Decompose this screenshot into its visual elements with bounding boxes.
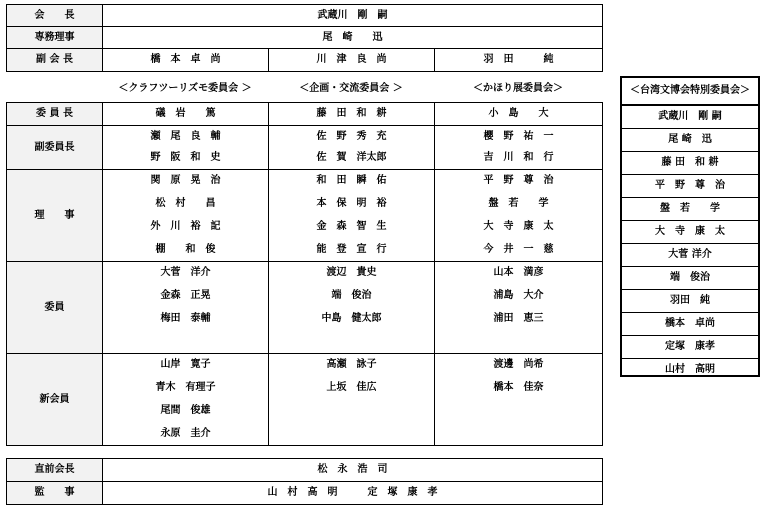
- member-name: 浦島 大介: [435, 285, 603, 308]
- vice-chair-name: 瀬 尾 良 輔: [103, 126, 269, 148]
- director-name: 外 川 裕 記: [103, 216, 269, 239]
- taiwan-committee-header: ＜台湾文博会特別委員会＞: [622, 78, 758, 105]
- taiwan-member-name: 尾 崎 迅: [622, 129, 758, 152]
- vice-chair-name: 吉 川 和 行: [435, 148, 603, 170]
- taiwan-member-name: 定塚 康孝: [622, 336, 758, 359]
- director-name: 大 寺 康 太: [435, 216, 603, 239]
- director-name: 和 田 瞬 佑: [269, 170, 435, 193]
- new-member-name: [269, 423, 435, 446]
- auditor-names: 山 村 高 明 定 塚 康 孝: [103, 482, 603, 505]
- former-chairman-name: 松 永 浩 司: [103, 459, 603, 482]
- director-name: 本 保 明 裕: [269, 193, 435, 216]
- director-name: 今 井 一 慈: [435, 239, 603, 262]
- taiwan-committee-box: [620, 76, 760, 377]
- director-name: 棚 和 俊: [103, 239, 269, 262]
- members-label: 委員: [7, 262, 103, 354]
- member-name: [435, 331, 603, 354]
- member-name: 大菅 洋介: [103, 262, 269, 285]
- taiwan-member-name: 武蔵川 剛 嗣: [622, 106, 758, 129]
- member-name: [269, 331, 435, 354]
- member-name: [103, 331, 269, 354]
- chair-name: 藤 田 和 耕: [269, 103, 435, 126]
- vice-chairs-label: 副委員長: [7, 126, 103, 170]
- director-name: 関 原 晃 治: [103, 170, 269, 193]
- new-member-name: [435, 400, 603, 423]
- member-name: 端 俊治: [269, 285, 435, 308]
- chairman-name: 武蔵川 剛 嗣: [103, 5, 603, 27]
- new-member-name: 高瀬 詠子: [269, 354, 435, 377]
- committee-header-kahori: ＜かほり展委員会＞: [473, 83, 563, 94]
- taiwan-member-name: 藤 田 和 耕: [622, 152, 758, 175]
- committee-header-planning: ＜企画・交流委員会 ＞: [299, 83, 403, 94]
- member-name: 中島 健太郎: [269, 308, 435, 331]
- vice-chair-name: 佐 賀 洋太郎: [269, 148, 435, 170]
- director-name: 能 登 宣 行: [269, 239, 435, 262]
- taiwan-member-name: 端 俊治: [622, 267, 758, 290]
- member-name: 浦田 恵三: [435, 308, 603, 331]
- taiwan-committee-table: [622, 105, 758, 381]
- new-member-name: 山岸 寛子: [103, 354, 269, 377]
- chair-name: 礒 岩 篤: [103, 103, 269, 126]
- chair-name: 小 島 大: [435, 103, 603, 126]
- taiwan-member-name: 盤 若 学: [622, 198, 758, 221]
- vice-chair-name: 野 阪 和 史: [103, 148, 269, 170]
- chair-label: 委 員 長: [7, 103, 103, 126]
- director-name: 松 村 昌: [103, 193, 269, 216]
- auditor-label: 監 事: [7, 482, 103, 505]
- former-chairman-label: 直前会長: [7, 459, 103, 482]
- executive-director-name: 尾 崎 迅: [103, 27, 603, 49]
- taiwan-member-name: 大 寺 康 太: [622, 221, 758, 244]
- directors-label: 理 事: [7, 170, 103, 262]
- new-member-name: 尾間 俊雄: [103, 400, 269, 423]
- taiwan-member-name: 山村 高明: [622, 359, 758, 382]
- new-members-label: 新会員: [7, 354, 103, 446]
- committee-table: [6, 102, 603, 446]
- taiwan-member-name: 平 野 尊 治: [622, 175, 758, 198]
- footer-table: [6, 458, 603, 505]
- vice-chairman-name: 川 津 良 尚: [269, 49, 435, 72]
- taiwan-member-name: 羽田 純: [622, 290, 758, 313]
- chairman-label: 会 長: [7, 5, 103, 27]
- committee-header-crafttourismo: ＜クラフツーリズモ委員会 ＞: [118, 83, 252, 94]
- executive-director-label: 専務理事: [7, 27, 103, 49]
- new-member-name: 青木 有理子: [103, 377, 269, 400]
- new-member-name: 永原 圭介: [103, 423, 269, 446]
- vice-chairman-label: 副 会 長: [7, 49, 103, 72]
- vice-chair-name: 櫻 野 祐 一: [435, 126, 603, 148]
- taiwan-member-name: 橋本 卓尚: [622, 313, 758, 336]
- new-member-name: [435, 423, 603, 446]
- taiwan-member-name: 大菅 洋介: [622, 244, 758, 267]
- director-name: 平 野 尊 治: [435, 170, 603, 193]
- director-name: 金 森 智 生: [269, 216, 435, 239]
- vice-chairman-name: 羽 田 純: [435, 49, 603, 72]
- director-name: 盤 若 学: [435, 193, 603, 216]
- new-member-name: 渡邊 尚希: [435, 354, 603, 377]
- new-member-name: [269, 400, 435, 423]
- officers-table: [6, 4, 603, 72]
- new-member-name: 橋本 佳奈: [435, 377, 603, 400]
- new-member-name: 上坂 佳広: [269, 377, 435, 400]
- member-name: 梅田 泰輔: [103, 308, 269, 331]
- member-name: 山本 満彦: [435, 262, 603, 285]
- vice-chairman-name: 橋 本 卓 尚: [103, 49, 269, 72]
- member-name: 渡辺 貴史: [269, 262, 435, 285]
- vice-chair-name: 佐 野 秀 充: [269, 126, 435, 148]
- member-name: 金森 正晃: [103, 285, 269, 308]
